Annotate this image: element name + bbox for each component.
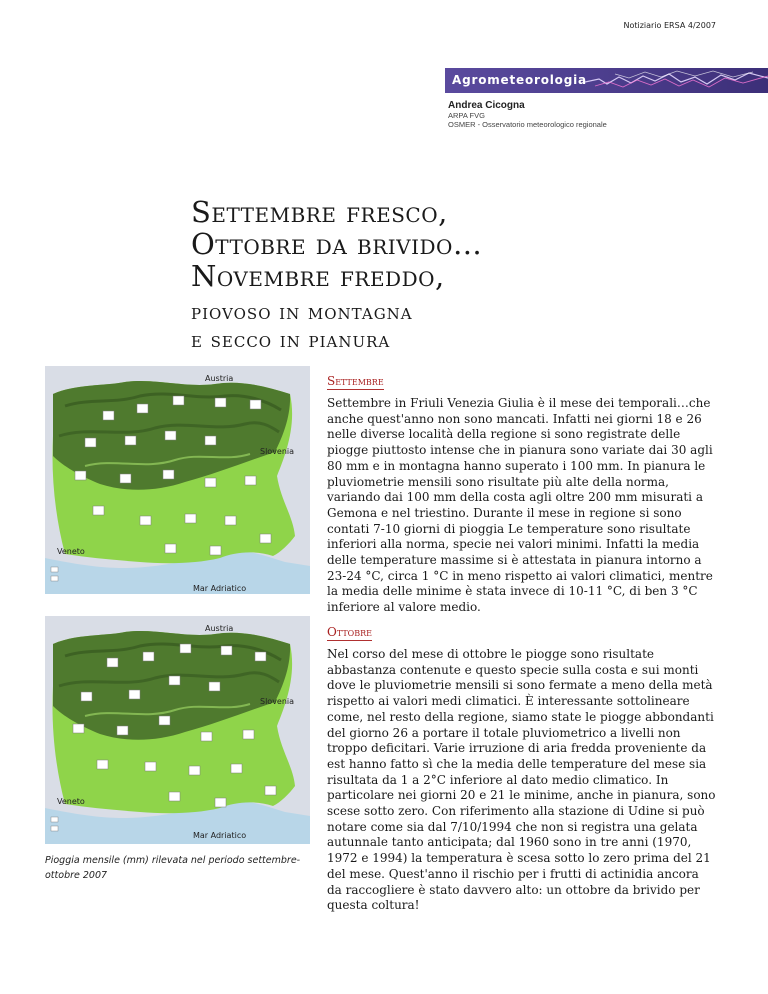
author-affiliation-1: ARPA FVG	[448, 111, 485, 120]
author-block	[448, 100, 607, 129]
rainfall-map-september	[45, 366, 310, 594]
title-line-5: e secco in pianura	[191, 328, 391, 352]
section-ottobre	[327, 621, 717, 914]
heading-settembre: Settembre	[327, 374, 384, 388]
section-settembre	[327, 370, 717, 616]
publication-header: Notiziario ERSA 4/2007	[623, 21, 716, 30]
title-line-2: Ottobre da brivido…	[191, 227, 483, 261]
map-label-adriatico: Mar Adriatico	[193, 831, 247, 840]
map-label-slovenia: Slovenia	[260, 447, 295, 456]
article-title	[191, 196, 482, 354]
author-name: Andrea Cicogna	[448, 100, 525, 111]
heading-ottobre: Ottobre	[327, 625, 372, 639]
map-caption: Pioggia mensile (mm) rilevata nel periodo settembre-ottobre 2007	[45, 855, 301, 881]
title-line-1: Settembre fresco,	[191, 195, 448, 229]
map-graphic	[45, 366, 310, 594]
map-label-slovenia: Slovenia	[260, 697, 295, 706]
text-ottobre: Nel corso del mese di ottobre le piogge sono risultate abbastanza contenute e questo specie sulla costa e sui monti dove le pluviometrie mensili si sono fermate a meno della metà rispetto ai valori medi climatici. È interessante sottolineare come, nel resto della regione, siamo state le piogge abbondanti del giorno 26 a portare il totale pluviometrico a livelli non troppo deficitari. Varie irruzione di aria fredda proveniente da est hanno fatto sì che la media delle temperature del mese sia risultata da 1 a 2°C inferiore al dato medio climatico. In particolare nei giorni 20 e 21 le minime, anche in pianura, sono scese sotto zero. Con riferimento alla stazione di Udine si può notare come sia dal 7/10/1994 che non si registra una gelata autunnale tanto anticipata; dal 1960 sono in tre anni (1970, 1972 e 1994) la temperatura è scesa sotto lo zero prima del 21 del mese. Quest'anno il rischio per i frutti di actinidia ancora da raccogliere è stato davvero alto: un ottobre da brivido per questa coltura!	[327, 647, 716, 913]
map-label-veneto: Veneto	[57, 547, 85, 556]
title-line-4: piovoso in montagna	[191, 300, 413, 324]
title-line-3: Novembre freddo,	[191, 259, 445, 293]
rainfall-map-october	[45, 616, 310, 844]
map-label-adriatico: Mar Adriatico	[193, 584, 247, 593]
author-affiliation-2: OSMER - Osservatorio meteorologico regionale	[448, 120, 607, 129]
map-label-austria: Austria	[205, 624, 234, 633]
text-settembre: Settembre in Friuli Venezia Giulia è il mese dei temporali…che anche quest'anno non sono mancati. Infatti nei giorni 18 e 26 nelle diverse località della regione si sono registrate delle piogge piuttosto intense che in pianura sono variate dai 30 agli 80 mm e in montagna hanno superato i 100 mm. In pianura le pluviometrie mensili sono risultate più alte della norma, variando dai 100 mm della costa agli oltre 200 mm misurati a Gemona e nel triestino. Durante il mese in regione si sono contati 7-10 giorni di pioggia Le temperature sono risultate inferiori alla norma, specie nei valori minimi. Infatti la media delle temperature massime si è attestata in pianura intorno a 23-24 °C, circa 1 °C in meno rispetto ai valori climatici, mentre la media delle minime è stata invece di 10-11 °C, di ben 3 °C inferiore al valore medio.	[327, 396, 713, 615]
map-graphic	[45, 616, 310, 844]
section-banner	[445, 68, 768, 93]
lightning-decoration-icon	[585, 68, 768, 93]
map-label-austria: Austria	[205, 374, 234, 383]
banner-label: Agrometeorologia	[452, 73, 587, 87]
map-label-veneto: Veneto	[57, 797, 85, 806]
